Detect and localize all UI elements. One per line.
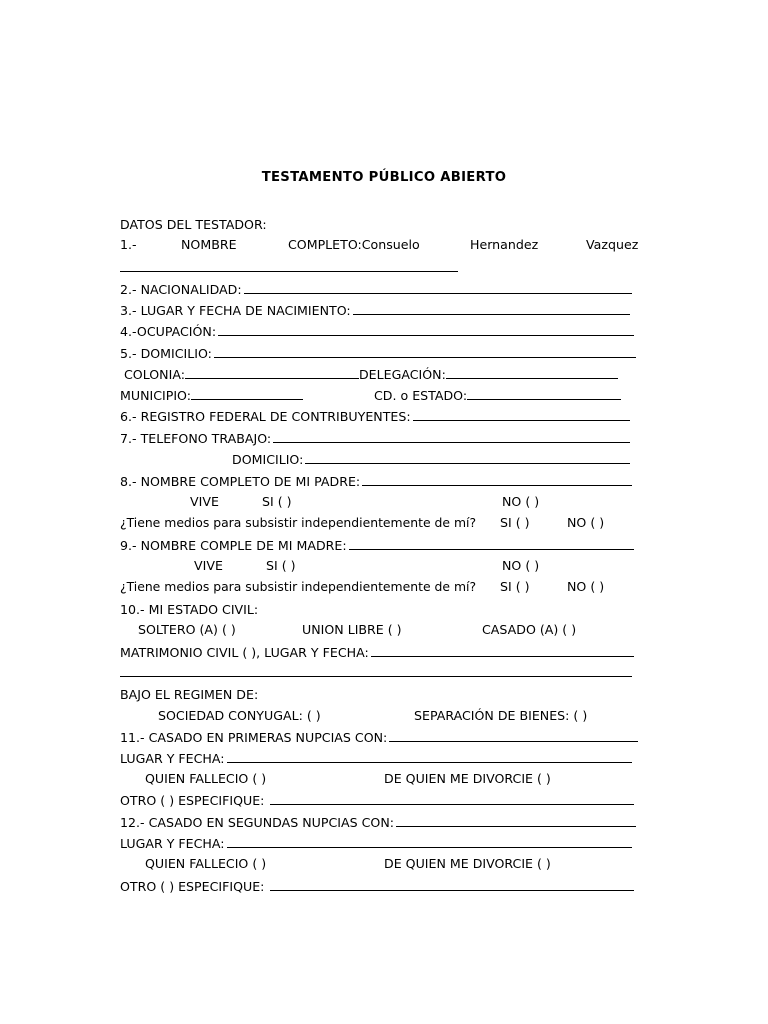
item1-continuation-line[interactable] — [120, 261, 458, 272]
item2-row — [120, 281, 638, 299]
item1-label-nombre: NOMBRE — [181, 237, 237, 252]
item3-field[interactable] — [353, 302, 630, 315]
matrimonio-continuation-line[interactable] — [120, 666, 632, 677]
soltero-option[interactable]: SOLTERO (A) ( ) — [138, 622, 236, 637]
item12-divorcie-option[interactable]: DE QUIEN ME DIVORCIE ( ) — [384, 856, 551, 871]
cd-estado-field[interactable] — [467, 387, 621, 400]
item8-label: 8.- NOMBRE COMPLETO DE MI PADRE: — [120, 474, 361, 489]
madre-medios-si-option[interactable]: SI ( ) — [500, 579, 530, 594]
madre-vive-no-option[interactable]: NO ( ) — [502, 558, 540, 573]
item12-otro-label: OTRO ( ) ESPECIFIQUE: — [120, 879, 265, 894]
item7b-row — [232, 451, 630, 467]
padre-medios-no-option[interactable]: NO ( ) — [567, 515, 605, 530]
item12-row — [120, 814, 638, 832]
item4-field[interactable] — [218, 323, 634, 336]
padre-vive-no-option[interactable]: NO ( ) — [502, 494, 540, 509]
item7b-field[interactable] — [305, 451, 630, 464]
item12-lugar-label: LUGAR Y FECHA: — [120, 836, 225, 851]
item11-divorcie-option[interactable]: DE QUIEN ME DIVORCIE ( ) — [384, 771, 551, 786]
padre-medios-si-option[interactable]: SI ( ) — [500, 515, 530, 530]
item10-label: 10.- MI ESTADO CIVIL: — [120, 602, 259, 617]
municipio-label: MUNICIPIO: — [120, 388, 191, 403]
municipio-row — [120, 387, 303, 403]
item6-row — [120, 408, 638, 426]
regimen-label: BAJO EL REGIMEN DE: — [120, 687, 259, 702]
item2-label: 2.- NACIONALIDAD: — [120, 282, 242, 297]
padre-vive-label: VIVE — [190, 494, 219, 509]
delegacion-field[interactable] — [446, 366, 618, 379]
item12-otro-field[interactable] — [270, 878, 634, 891]
cd-estado-row — [374, 387, 621, 403]
item1-word-hernandez: Hernandez — [470, 237, 539, 252]
item3-label: 3.- LUGAR Y FECHA DE NACIMIENTO: — [120, 303, 351, 318]
item11-otro-row — [120, 792, 638, 810]
item11-lugar-row — [120, 750, 638, 768]
item3-row — [120, 302, 638, 320]
item11-field[interactable] — [389, 729, 638, 742]
item8-row — [120, 473, 638, 491]
item11-label: 11.- CASADO EN PRIMERAS NUPCIAS CON: — [120, 730, 388, 745]
colonia-field[interactable] — [185, 366, 359, 379]
padre-medios-question: ¿Tiene medios para subsistir independientemente de mí? — [120, 515, 477, 530]
item12-otro-row — [120, 878, 638, 896]
item5-field[interactable] — [214, 345, 636, 358]
item12-field[interactable] — [396, 814, 636, 827]
padre-vive-si-option[interactable]: SI ( ) — [262, 494, 292, 509]
separacion-bienes-option[interactable]: SEPARACIÓN DE BIENES: ( ) — [414, 708, 588, 723]
item1-label-completo: COMPLETO:Consuelo — [288, 237, 420, 252]
matrimonio-field[interactable] — [371, 644, 634, 657]
item8-field[interactable] — [362, 473, 632, 486]
item11-lugar-field[interactable] — [227, 750, 632, 763]
item6-label: 6.- REGISTRO FEDERAL DE CONTRIBUYENTES: — [120, 409, 411, 424]
document-title: TESTAMENTO PÚBLICO ABIERTO — [261, 170, 507, 185]
item2-field[interactable] — [244, 281, 632, 294]
item5-row — [120, 345, 638, 363]
section-testador: DATOS DEL TESTADOR: — [120, 217, 267, 232]
municipio-field[interactable] — [191, 387, 303, 400]
item5-label: 5.- DOMICILIO: — [120, 346, 212, 361]
matrimonio-row — [120, 644, 638, 662]
item4-row — [120, 323, 638, 341]
casado-option[interactable]: CASADO (A) ( ) — [482, 622, 577, 637]
item4-label: 4.-OCUPACIÓN: — [120, 324, 217, 339]
colonia-label: COLONIA: — [124, 367, 185, 382]
item7b-label: DOMICILIO: — [232, 452, 304, 467]
item1-word-vazquez: Vazquez — [586, 237, 639, 252]
madre-medios-question: ¿Tiene medios para subsistir independientemente de mí? — [120, 579, 477, 594]
matrimonio-label: MATRIMONIO CIVIL ( ), LUGAR Y FECHA: — [120, 645, 369, 660]
item1-number: 1.- — [120, 237, 137, 252]
madre-vive-si-option[interactable]: SI ( ) — [266, 558, 296, 573]
item11-fallecio-option[interactable]: QUIEN FALLECIO ( ) — [145, 771, 267, 786]
item7-field[interactable] — [273, 430, 630, 443]
item11-lugar-label: LUGAR Y FECHA: — [120, 751, 225, 766]
item7-row — [120, 430, 638, 448]
item9-label: 9.- NOMBRE COMPLE DE MI MADRE: — [120, 538, 347, 553]
item6-field[interactable] — [413, 408, 630, 421]
item12-lugar-field[interactable] — [227, 835, 632, 848]
item11-row — [120, 729, 638, 747]
madre-vive-label: VIVE — [194, 558, 223, 573]
item12-fallecio-option[interactable]: QUIEN FALLECIO ( ) — [145, 856, 267, 871]
madre-medios-no-option[interactable]: NO ( ) — [567, 579, 605, 594]
item12-lugar-row — [120, 835, 638, 853]
item11-otro-label: OTRO ( ) ESPECIFIQUE: — [120, 793, 265, 808]
item12-label: 12.- CASADO EN SEGUNDAS NUPCIAS CON: — [120, 815, 394, 830]
sociedad-conyugal-option[interactable]: SOCIEDAD CONYUGAL: ( ) — [158, 708, 321, 723]
cd-estado-label: CD. o ESTADO: — [374, 388, 468, 403]
union-libre-option[interactable]: UNION LIBRE ( ) — [302, 622, 402, 637]
colonia-row — [124, 366, 618, 382]
item11-otro-field[interactable] — [270, 792, 634, 805]
item9-field[interactable] — [349, 537, 634, 550]
item7-label: 7.- TELEFONO TRABAJO: — [120, 431, 272, 446]
delegacion-label: DELEGACIÓN: — [358, 367, 446, 382]
item9-row — [120, 537, 638, 555]
